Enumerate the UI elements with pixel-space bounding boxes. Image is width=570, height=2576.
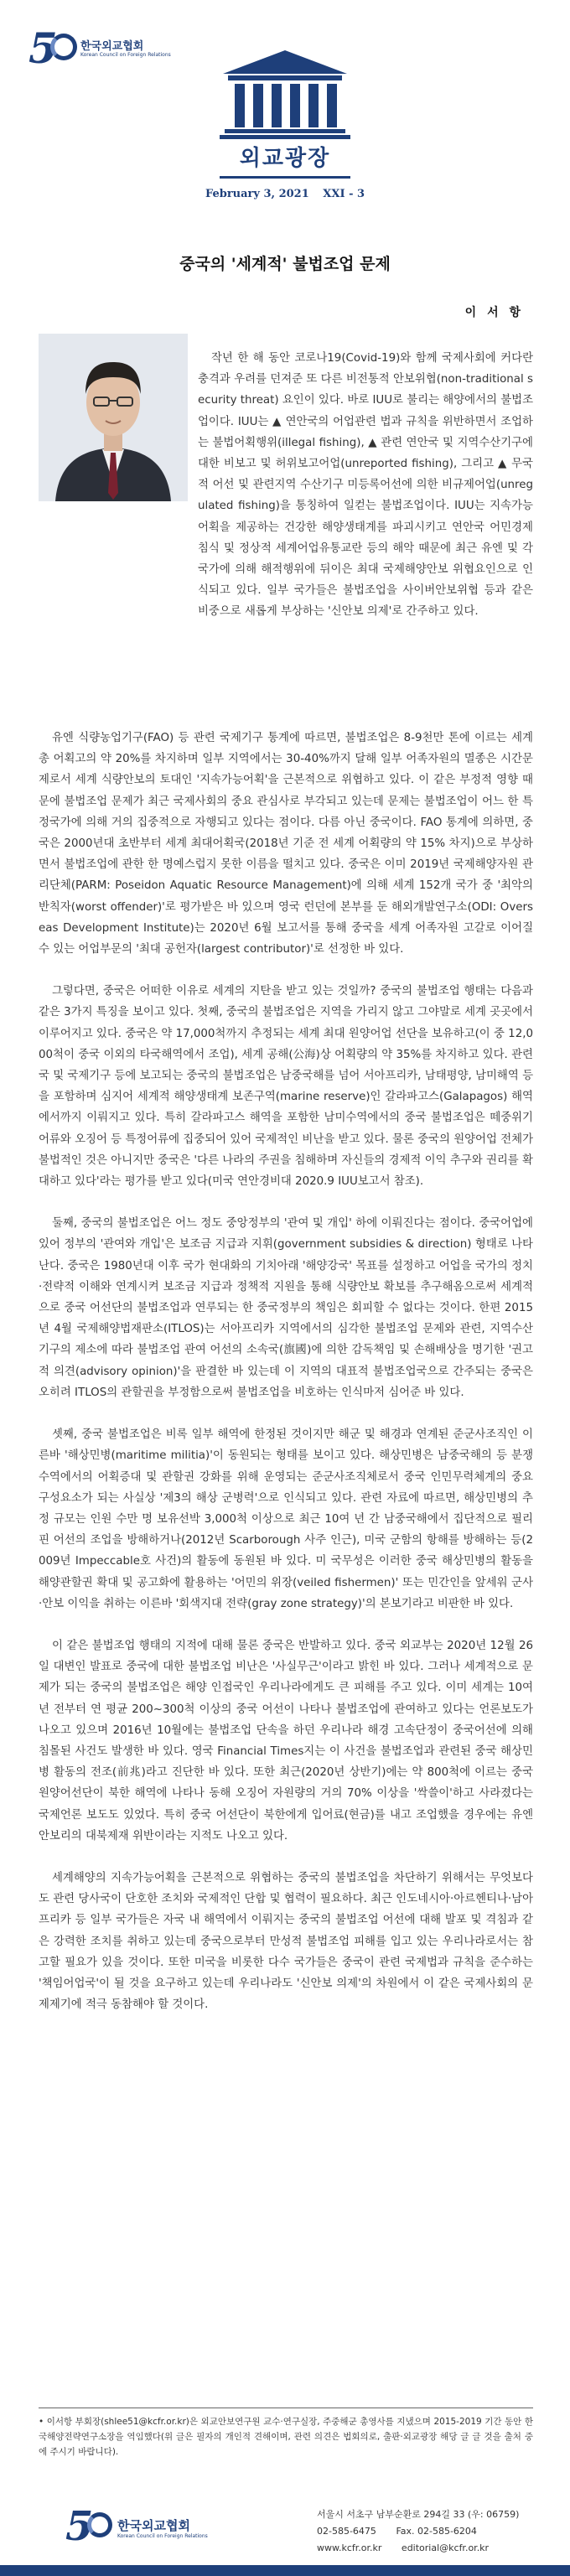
body-paragraph: 유엔 식량농업기구(FAO) 등 관련 국제기구 통계에 따르면, 불법조업은 8-9천만 톤에 이르는 세계 총 어획고의 약 20%를 차지하며 일부 지역에서는 30-40%까지 달해 일부 어족자원의 멸종은 시간문제로서 세계 식량안보의 토대인 '지속가능어획'을 근본적으로 위협하고 있다. 이 같은 부정적 영향 때문에 불법조업 문제가 최근 국제사회의 중요 관심사로 부각되고 있는데 문제는 불법조업이 어느 한 특정국가에 의해 거의 집중적으로 자행되고 있다는 점이다. 다름 아닌 중국이다. FAO 통계에 의하면, 중국은 2000년대 초반부터 세계 최대어획국(2018년 기준 전 세계 어획량의 약 15% 차지)으로 부상하면서 불법조업에 관한 한 명예스럽지 못한 이름을 떨치고 있다. 중국은 이미 2019년 국제해양자원 관리단체(PARM: Poseidon Aquatic Resource Management)에 의해 세계 152개 국가 중 '최악의 반칙자(worst offender)'로 평가받은 바 있으며 영국 런던에 본부를 둔 해외개발연구소(ODI: Overseas Development Institute)는 2020년 6월 보고서를 통해 중국을 세계 어족자원 고갈로 이어질 수 있는 어업부문의 '최대 공헌자(largest contributor)'로 선정한 바 있다. bbox=[39, 732, 533, 956]
body-paragraph: 셋째, 중국 불법조업은 비록 일부 해역에 한정된 것이지만 해군 및 해경과 연계된 준군사조직인 이른바 '해상민병(maritime militia)'이 동원되는 형태를 보이고 있다. 해상민병은 남중국해의 등 분쟁수역에서의 어획증대 및 관할권 강화를 위해 운영되는 준군사조직체로서 중국 인민무력체계의 중요 구성요소가 되는 사실상 '제3의 해상 군병력'으로 인식되고 있다. 관련 자료에 따르면, 해상민병의 추정 규모는 인원 수만 명 보유선박 3,000척 이상으로 최근 10여 년 간 남중국해에서 집단적으로 필리핀 어선의 조업을 방해하거나(2012년 Scarborough 사주 인근), 미국 군함의 항해를 방해하는 등(2009년 Impeccable호 사건)의 활동에 동원된 바 있다. 미 국무성은 이러한 중국 해상민병의 활동을 해양관할권 확대 및 공고화에 활용하는 '어민의 위장(veiled fishermen)' 또는 민간인을 앞세워 군사·안보 이익을 취하는 이른바 '회색지대 전략(gray zone strategy)'의 본보기라고 비판한 바 있다. bbox=[39, 1428, 533, 1610]
header bbox=[0, 0, 570, 243]
email-link[interactable]: editorial@kcfr.or.kr bbox=[401, 2542, 490, 2553]
footer-bar bbox=[0, 2565, 570, 2576]
footer-logo bbox=[65, 2501, 233, 2552]
logo-number: 5 bbox=[28, 23, 58, 73]
body-paragraph: 그렇다면, 중국은 어떠한 이유로 세계의 지탄을 받고 있는 것일까? 중국의 불법조업 행태는 다음과 같은 3가지 특징을 보이고 있다. 첫째, 중국의 불법조업은 지역을 가리지 않고 그야말로 세계 곳곳에서 이루어지고 있다. 중국은 약 17,000척까지 추정되는 세계 최대 원양어업 선단을 보유하고(이 중 12,000척이 중국 이외의 타국해역에서 조업), 세계 공해(公海)상 어획량의 약 35%를 차지하고 있다. 관련국 및 국제기구 등에 보고되는 중국의 불법조업은 남중국해를 넘어 서아프리카, 남태평양, 남미해역 등을 포함하며 심지어 세계적 해양생태계 보존구역(marine reserve)인 갈라파고스(Galapagos) 해역에서까지 이뤄지고 있다. 특히 갈라파고스 해역을 포함한 남미수역에서의 중국 불법조업은 떼중위기 어류와 오징어 등 특정어류에 집중되어 있어 국제적인 비난을 받고 있다. 물론 중국의 원양어업 전체가 불법적인 것은 아니지만 중국은 '다른 나라의 주권을 침해하며 자신들의 경제적 이익 추구와 권리를 확대하고 있다'라는 평가를 받고 있다(미국 연안경비대 2020.9 IUU보고서 참조). bbox=[39, 985, 533, 1189]
body-paragraph: 둘째, 중국의 불법조업은 어느 정도 중앙정부의 '관여 및 개입' 하에 이뤄진다는 점이다. 중국어업에 있어 정부의 '관여와 개입'은 보조금 지급과 지휘(government subsidies & direction) 형태로 나타난다. 중국은 1980년대 이후 국가 현대화의 기치아래 '해양강국' 목표를 설정하고 어업을 국가의 정치·전략적 이해와 연계시켜 보조금 지급과 정책적 지원을 통해 식량안보 확보를 추구해옴으로써 세계적으로 중국 어선단의 불법조업과 연루되는 한 중국정부의 책임은 회피할 수 없다는 것이다. 한편 2015년 4월 국제해양법재판소(ITLOS)는 서아프리카 지역에서의 심각한 불법조업 문제와 관련, 지역수산기구의 제소에 따라 불법조업 관여 어선의 소속국(旗國)에 의한 감독책임 및 손해배상을 명기한 '권고적 의견(advisory opinion)'을 판결한 바 있는데 이 지역의 대표적 불법조업국으로 간주되는 중국은 오히려 ITLOS의 관할권을 부정함으로써 불법조업을 비호하는 인식마저 심어준 바 있다. bbox=[39, 1217, 533, 1399]
body-paragraph: 이 같은 불법조업 행태의 지적에 대해 물론 중국은 반발하고 있다. 중국 외교부는 2020년 12월 26일 대변인 발표로 중국에 대한 불법조업 비난은 '사실무근'이라고 밝힌 바 있다. 그러나 세계적으로 문제가 되는 중국의 불법조업은 해양 인접국인 우리나라에게도 큰 피해를 주고 있다. 이미 세계는 10여 년 전부터 연 평균 200~300척 이상의 중국 어선이 나타나 불법조업에 관여하고 있다는 언론보도가 나오고 있으며 2016년 10월에는 불법조업 단속을 하던 우리나라 해경 고속단정이 중국어선에 의해 침몰된 사건도 발생한 바 있다. 영국 Financial Times지는 이 사건을 불법조업과 관련된 중국 해상민병 활동의 전조(前兆)라고 진단한 바 있다. 또한 최근(2020년 상반기)에는 약 800척에 이르는 중국 원양어선단이 북한 해역에 나타나 동해 오징어 자원량의 거의 70% 이상을 '싹쓸이'하고 사라졌다는 국제언론 보도도 있었다. 특히 중국 어선단이 북한에게 입어료(현금)를 내고 조업했을 경우에는 유엔 안보리의 대북제재 위반이라는 지적도 나오고 있다. bbox=[39, 1639, 533, 1843]
issue-info bbox=[0, 188, 570, 200]
body-paragraph: 세계해양의 지속가능어획을 근본적으로 위협하는 중국의 불법조업을 차단하기 위해서는 무엇보다도 관련 당사국이 단호한 조치와 국제적인 단합 및 협력이 필요하다. 최근 인도네시아·아르헨티나·남아프리카 등 일부 국가들은 자국 내 해역에서 이뤄지는 중국의 불법조업 어선에 대해 발포 및 격침과 같은 강력한 조치를 취하고 있는데 중국으로부터 만성적 불법조업 피해를 입고 있는 우리나라로서는 참고할 필요가 있을 것이다. 또한 미국을 비롯한 다수 국가들은 중국이 관련 국제법과 규칙을 준수하는 '책임어업국'이 될 것을 요구하고 있는데 우리나라도 '신안보 의제'의 차원에서 이 같은 국제사회의 문제제기에 적극 동참해야 할 것이다. bbox=[39, 1871, 533, 2012]
phone-number: 02-585-6475 bbox=[317, 2526, 376, 2537]
building-emblem-icon bbox=[220, 49, 350, 139]
contact-info bbox=[317, 2506, 535, 2557]
magazine-title: 외교광장 bbox=[239, 146, 331, 171]
article-body bbox=[39, 728, 533, 2036]
issue-number: XXI - 3 bbox=[323, 188, 365, 200]
fax-number: Fax. 02-585-6204 bbox=[396, 2526, 477, 2537]
author-footnote: • 이서항 부회장(shlee51@kcfr.or.kr)은 외교안보연구원 교수·연구실장, 주중해군 총영사를 지냈으며 2015-2019 기간 동안 한국해양전략연구소장을 역임했다(위 글은 필자의 개인적 견해이며, 관련 의견은 법회의로, 출판·외교광장 해당 글 글 것을 출처 중에 주시기 바랍니다). bbox=[39, 2417, 533, 2457]
logo-ring-icon bbox=[50, 34, 77, 60]
footer-logo-name: 한국외교협회 bbox=[117, 2518, 190, 2533]
footer-logo-subtitle: Korean Council on Foreign Relations bbox=[117, 2533, 208, 2539]
title-underline bbox=[220, 176, 350, 179]
article-title: 중국의 '세계적' 불법조업 문제 bbox=[179, 255, 391, 273]
lead-paragraph-block bbox=[39, 348, 533, 629]
footer-logo-ring-icon bbox=[87, 2512, 112, 2537]
logo-subtitle: Korean Council on Foreign Relations bbox=[80, 52, 171, 58]
footer bbox=[0, 2490, 570, 2576]
address: 서울시 서초구 남부순환로 294길 33 (우: 06759) bbox=[317, 2509, 520, 2520]
lead-paragraph: 작년 한 해 동안 코로나19(Covid-19)와 함께 국제사회에 커다란 충격과 우려를 던져준 또 다른 비전통적 안보위협(non-traditional security threat) 요인이 있다. 바로 IUU로 불리는 해양에서의 불법조업이다. IUU는 ▲ 연안국의 어업관련 법과 규칙을 위반하면서 조업하는 불법어획행위(illegal fishing), ▲ 관련 연안국 및 지역수산기구에 대한 비보고 및 허위보고어업(unreported fishing), 그리고 ▲ 무국적 어선 및 관련지역 수산기구 미등록어선에 의한 비규제어업(unregulated fishing)을 통칭하여 일컫는 불법조업이다. IUU는 지속가능어획을 제공하는 건강한 해양생태계를 파괴시키고 연안국 어민경제 침식 및 정상적 세계어업유통교란 등의 해악 때문에 최근 유엔 및 각 국가에 의해 해적행위에 뒤이은 최대 국제해양안보 위협요인으로 인식되고 있다. 일부 국가들은 불법조업을 사이버안보위협 등과 같은 비중으로 새롭게 부상하는 '신안보 의제'로 간주하고 있다. bbox=[198, 352, 533, 619]
kcfr-logo bbox=[28, 23, 171, 74]
logo-name: 한국외교협회 bbox=[80, 40, 144, 53]
footer-logo-number: 5 bbox=[65, 2503, 94, 2550]
website-link[interactable]: www.kcfr.or.kr bbox=[317, 2542, 382, 2553]
author-name: 이 서 항 bbox=[464, 306, 524, 319]
issue-date: February 3, 2021 bbox=[205, 188, 309, 200]
